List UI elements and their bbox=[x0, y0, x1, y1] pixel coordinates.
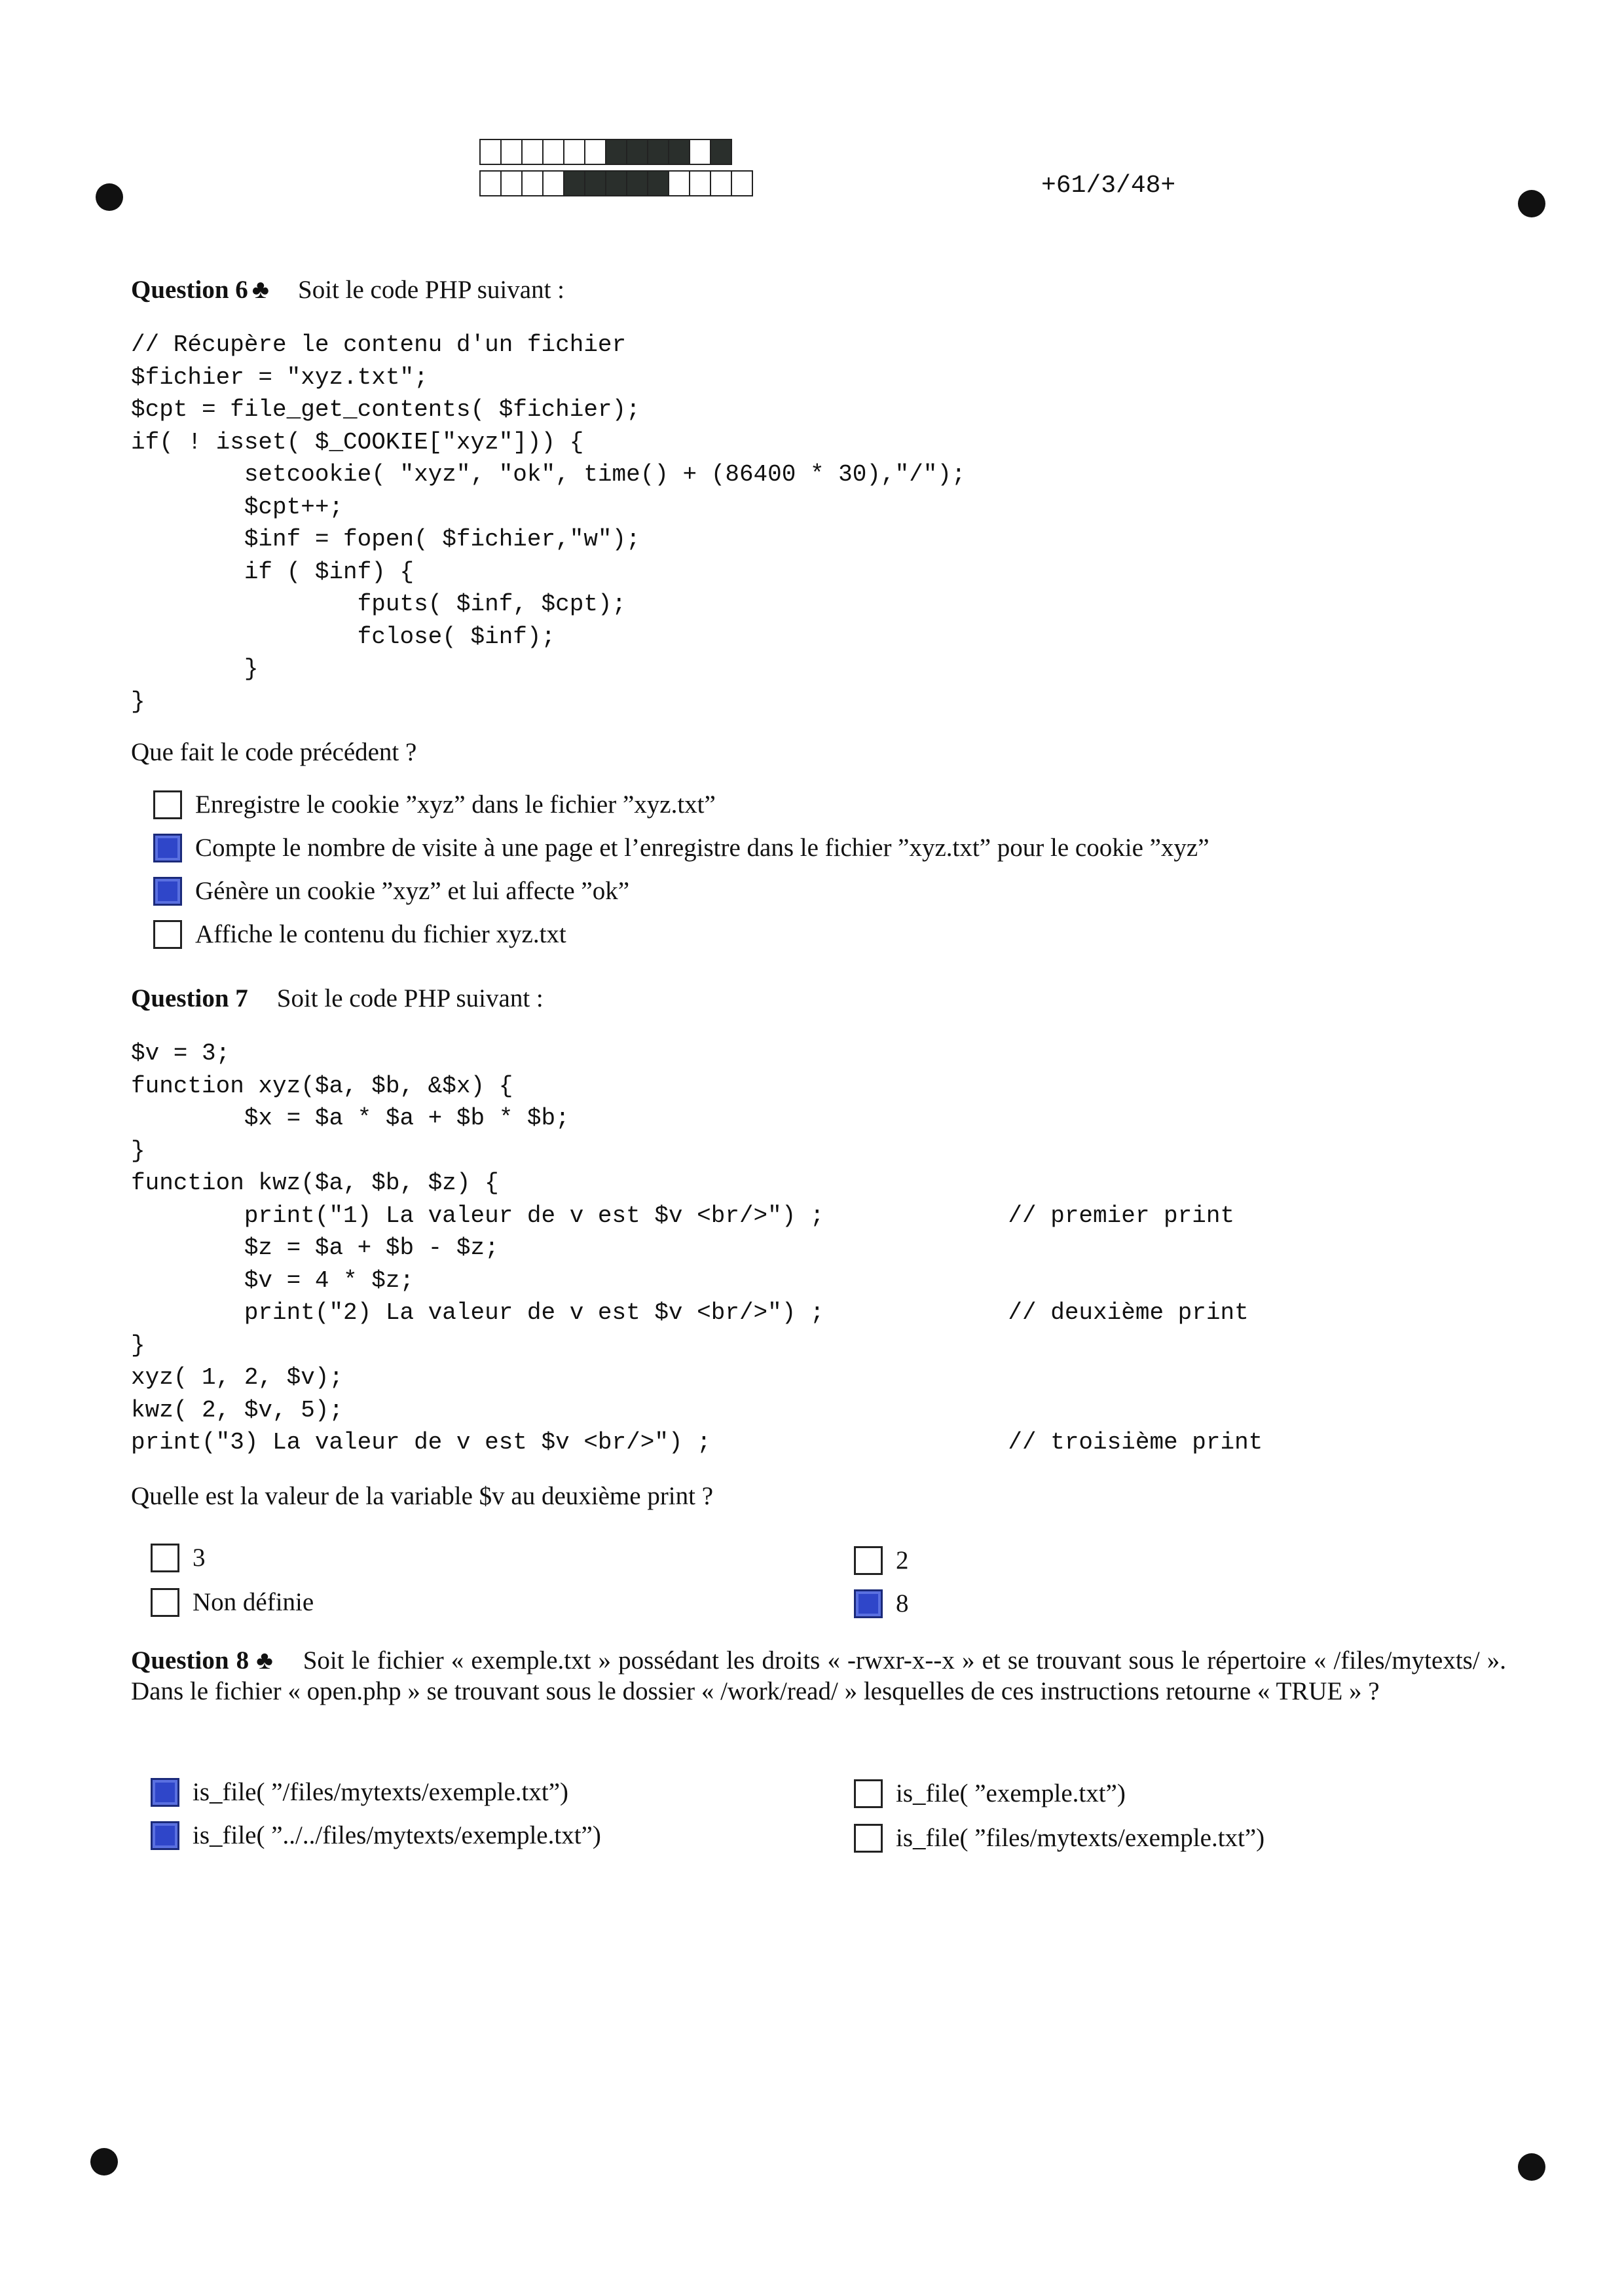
answer-option[interactable] bbox=[153, 833, 1209, 862]
answer-label: Non définie bbox=[193, 1588, 314, 1616]
php-code-block-q7: $v = 3; function xyz($a, $b, &$x) { $x = $a * $a + $b * $b; } function kwz($a, $b, $z) { print("1) La valeur de v est $v <br/>") ; // premier print $z = $a + $b - $z; $v = 4 * $z; print("2) La valeur de v est $v <br/>") ; // deuxième print } xyz( 1, 2, $v); kwz( 2, $v, 5); print("3) La valeur de v est $v <br/>") ; // troisième print bbox=[131, 1040, 1263, 1456]
answer-option[interactable] bbox=[854, 1823, 1264, 1853]
barcode-cell bbox=[563, 139, 585, 165]
barcode-cell bbox=[668, 139, 690, 165]
question-7-header bbox=[131, 984, 544, 1013]
barcode-cell bbox=[731, 170, 753, 196]
answer-label: is_file( ”files/mytexts/exemple.txt”) bbox=[896, 1824, 1265, 1852]
registration-mark-bottom-left bbox=[90, 2148, 118, 2176]
answer-option[interactable] bbox=[854, 1589, 909, 1618]
barcode-cell bbox=[584, 170, 606, 196]
barcode-cell bbox=[563, 170, 585, 196]
answer-option[interactable] bbox=[151, 1821, 601, 1850]
barcode-row-1 bbox=[479, 139, 731, 168]
barcode-cell bbox=[689, 170, 711, 196]
answer-option[interactable] bbox=[854, 1546, 909, 1575]
question-number: Question 8 bbox=[131, 1646, 249, 1675]
barcode-cell bbox=[500, 170, 523, 196]
question-intro: Soit le code PHP suivant : bbox=[276, 984, 544, 1012]
barcode-cell bbox=[479, 170, 502, 196]
registration-mark-top-left bbox=[96, 183, 123, 211]
barcode-cell bbox=[668, 170, 690, 196]
answer-label: Compte le nombre de visite à une page et l’enregistre dans le fichier ”xyz.txt” pour le cookie ”xyz” bbox=[195, 834, 1209, 862]
answer-label: Enregistre le cookie ”xyz” dans le fichier ”xyz.txt” bbox=[195, 790, 716, 819]
barcode-row-2 bbox=[479, 170, 752, 199]
barcode-cell bbox=[521, 139, 544, 165]
question-number: Question 6 bbox=[131, 276, 248, 304]
barcode-cell bbox=[647, 139, 669, 165]
checkbox[interactable] bbox=[854, 1824, 883, 1853]
checkbox[interactable] bbox=[153, 790, 182, 819]
question-6-header bbox=[131, 274, 564, 305]
answer-label: 3 bbox=[193, 1544, 206, 1572]
registration-mark-bottom-right bbox=[1518, 2153, 1545, 2181]
answer-label: is_file( ”exemple.txt”) bbox=[896, 1779, 1126, 1807]
club-icon: ♣ bbox=[256, 1646, 274, 1675]
barcode-cell bbox=[710, 170, 732, 196]
checkbox[interactable] bbox=[153, 834, 182, 862]
question-text: Soit le fichier « exemple.txt » possédant les droits « -rwxr-x--x » et se trouvant sous le répertoire « /files/mytexts/ ». Dans le fichier « open.php » se trouvant sous le dossier « /work/read/ » lesquelles de ces instructions retourne « TRUE » ? bbox=[131, 1646, 1507, 1705]
answer-label: is_file( ”/files/mytexts/exemple.txt”) bbox=[193, 1778, 568, 1806]
answer-option[interactable] bbox=[153, 790, 716, 819]
answer-label: 2 bbox=[896, 1546, 909, 1574]
checkbox[interactable] bbox=[151, 1821, 179, 1850]
checkbox[interactable] bbox=[854, 1546, 883, 1575]
answer-label: 8 bbox=[896, 1589, 909, 1618]
answer-label: is_file( ”../../files/mytexts/exemple.txt”) bbox=[193, 1821, 601, 1849]
question-8-statement bbox=[131, 1645, 1506, 1707]
answer-option[interactable] bbox=[151, 1587, 314, 1617]
answer-option[interactable] bbox=[854, 1779, 1126, 1808]
page-id: +61/3/48+ bbox=[1041, 172, 1176, 200]
barcode-cell bbox=[500, 139, 523, 165]
checkbox[interactable] bbox=[854, 1589, 883, 1618]
checkbox[interactable] bbox=[153, 920, 182, 949]
barcode-cell bbox=[626, 139, 648, 165]
club-icon: ♣ bbox=[251, 274, 270, 304]
barcode-cell bbox=[521, 170, 544, 196]
answer-option[interactable] bbox=[153, 876, 629, 906]
checkbox[interactable] bbox=[153, 877, 182, 906]
answer-label: Affiche le contenu du fichier xyz.txt bbox=[195, 920, 566, 948]
checkbox[interactable] bbox=[151, 1544, 179, 1572]
barcode-cell bbox=[647, 170, 669, 196]
question-7-prompt: Quelle est la valeur de la variable $v au deuxième print ? bbox=[131, 1482, 714, 1510]
answer-option[interactable] bbox=[151, 1543, 206, 1572]
answer-option[interactable] bbox=[153, 919, 566, 949]
barcode-cell bbox=[689, 139, 711, 165]
barcode-cell bbox=[626, 170, 648, 196]
question-intro: Soit le code PHP suivant : bbox=[298, 276, 564, 304]
barcode-cell bbox=[710, 139, 732, 165]
question-number: Question 7 bbox=[131, 984, 248, 1012]
registration-mark-top-right bbox=[1518, 190, 1545, 217]
checkbox[interactable] bbox=[151, 1778, 179, 1807]
checkbox[interactable] bbox=[151, 1588, 179, 1617]
barcode-cell bbox=[584, 139, 606, 165]
barcode-cell bbox=[542, 170, 564, 196]
barcode-cell bbox=[605, 139, 627, 165]
barcode-cell bbox=[479, 139, 502, 165]
barcode-cell bbox=[605, 170, 627, 196]
barcode-cell bbox=[542, 139, 564, 165]
answer-option[interactable] bbox=[151, 1777, 568, 1807]
php-code-block-q6: // Récupère le contenu d'un fichier $fichier = "xyz.txt"; $cpt = file_get_contents( $fichier); if( ! isset( $_COOKIE["xyz"])) { setcookie( "xyz", "ok", time() + (86400 * 30),"/"); $cpt++; $inf = fopen( $fichier,"w"); if ( $inf) { fputs( $inf, $cpt); fclose( $inf); } } bbox=[131, 331, 966, 715]
answer-label: Génère un cookie ”xyz” et lui affecte ”ok” bbox=[195, 877, 629, 905]
question-6-prompt: Que fait le code précédent ? bbox=[131, 738, 417, 766]
checkbox[interactable] bbox=[854, 1779, 883, 1808]
